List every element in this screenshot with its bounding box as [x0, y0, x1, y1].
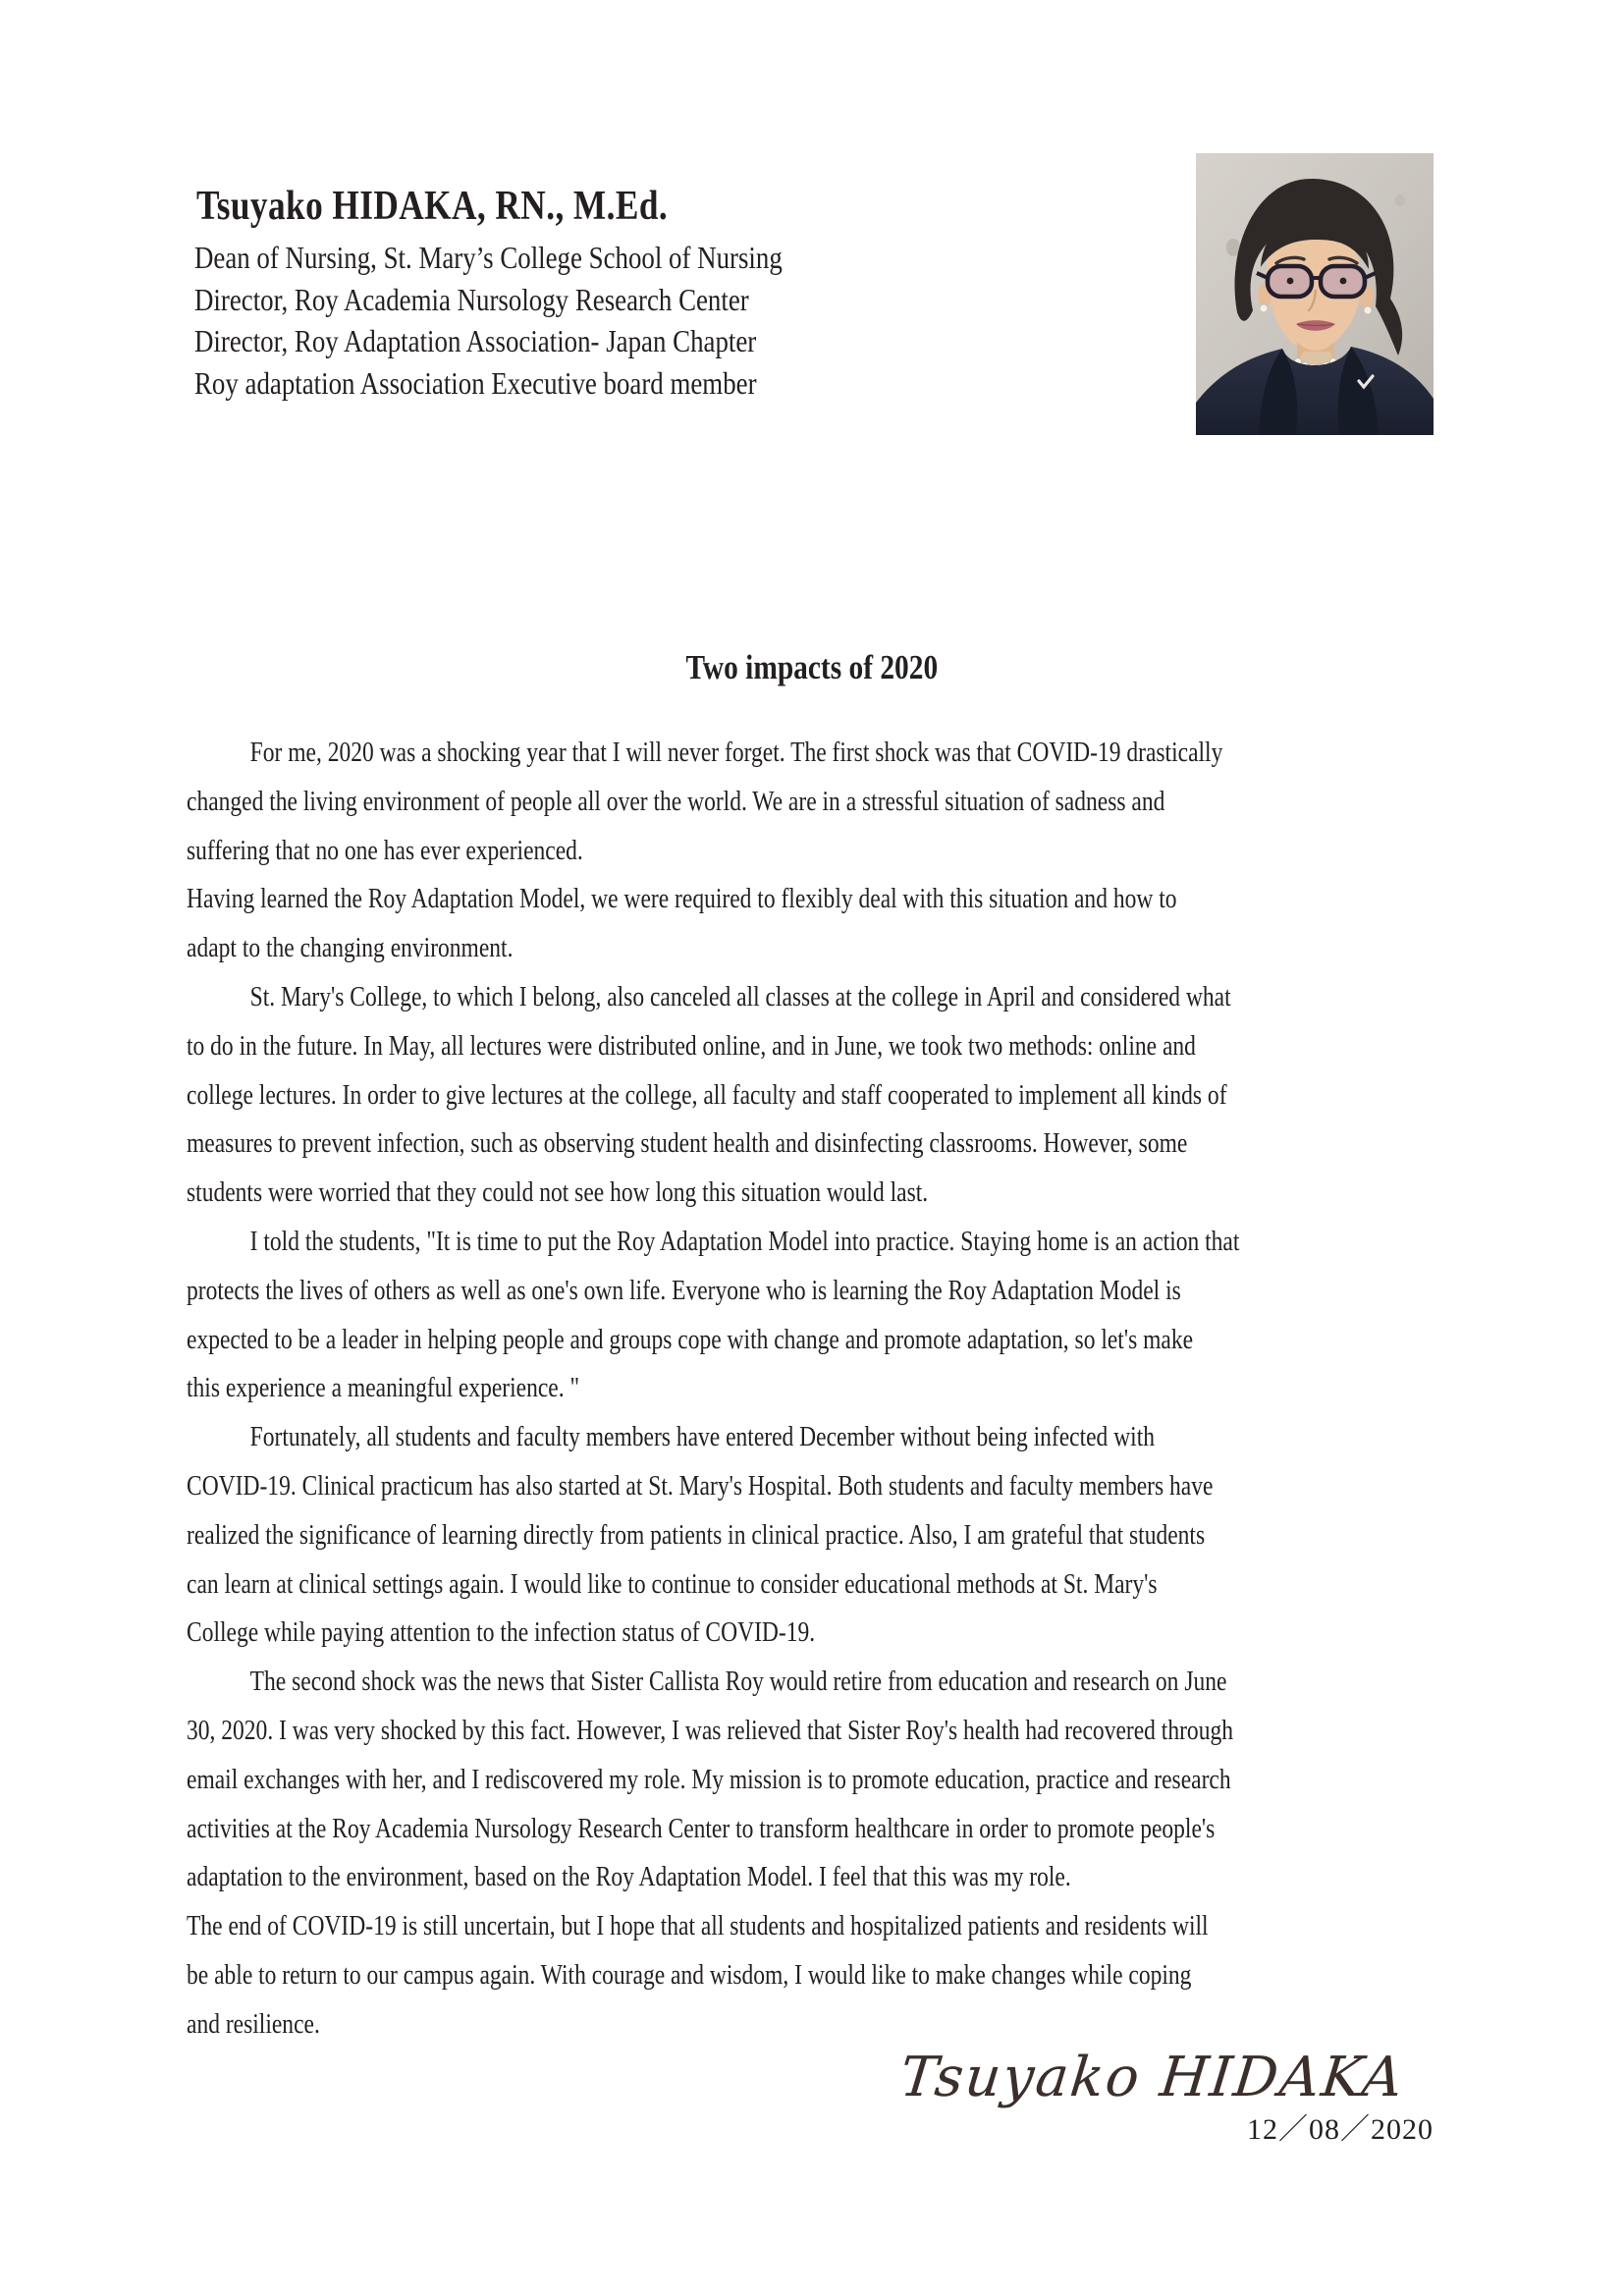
author-titles [194, 237, 783, 404]
body-line: and resilience. [187, 2008, 320, 2040]
body-line: changed the living environment of people all over the world. We are in a stressful situation of sadness and [187, 786, 1165, 817]
body-line: COVID-19. Clinical practicum has also started at St. Mary's Hospital. Both students and faculty members have [187, 1470, 1214, 1502]
body-line: can learn at clinical settings again. I would like to continue to consider educational methods at St. Mary's [187, 1568, 1158, 1600]
author-name: Tsuyako HIDAKA, RN., M.Ed. [196, 184, 669, 229]
body-line: activities at the Roy Academia Nursology Research Center to transform healthcare in order to promote people's [187, 1813, 1216, 1844]
portrait-photo-illustration [1196, 153, 1434, 435]
body-line: 30, 2020. I was very shocked by this fact. However, I was relieved that Sister Roy's health had recovered through [187, 1715, 1233, 1746]
body-line: The second shock was the news that Sister Callista Roy would retire from education and research on June [249, 1667, 1227, 1698]
body-text [187, 729, 1457, 2050]
body-line: college lectures. In order to give lectures at the college, all faculty and staff cooperated to implement all kinds of [187, 1079, 1227, 1111]
body-line: St. Mary's College, to which I belong, also canceled all classes at the college in April and considered what [249, 981, 1231, 1012]
body-line: email exchanges with her, and I rediscovered my role. My mission is to promote education, practice and research [187, 1764, 1231, 1795]
body-line: I told the students, "It is time to put the Roy Adaptation Model into practice. Staying home is an action that [249, 1226, 1240, 1257]
body-line: adapt to the changing environment. [187, 933, 514, 964]
body-line: be able to return to our campus again. With courage and wisdom, I would like to make changes while coping [187, 1959, 1192, 1991]
body-line: adaptation to the environment, based on the Roy Adaptation Model. I feel that this was my role. [187, 1862, 1071, 1893]
author-title-line: Director, Roy Academia Nursology Research Center [194, 281, 749, 317]
body-line: to do in the future. In May, all lectures were distributed online, and in June, we took two methods: online and [187, 1030, 1196, 1062]
body-line: this experience a meaningful experience. " [187, 1373, 580, 1404]
portrait-photo [1196, 153, 1434, 435]
body-line: Having learned the Roy Adaptation Model, we were required to flexibly deal with this situation and how to [187, 884, 1177, 915]
body-line: realized the significance of learning directly from patients in clinical practice. Also, I am grateful that students [187, 1519, 1206, 1551]
document-title: Two impacts of 2020 [685, 648, 938, 686]
signature-date: 12／08／2020 [1247, 2113, 1434, 2146]
author-title-line: Dean of Nursing, St. Mary’s College School of Nursing [194, 240, 783, 275]
body-line: students were worried that they could not see how long this situation would last. [187, 1177, 929, 1209]
author-title-line: Roy adaptation Association Executive board member [194, 364, 757, 401]
body-line: Fortunately, all students and faculty members have entered December without being infected with [249, 1422, 1156, 1453]
body-line: expected to be a leader in helping people and groups cope with change and promote adaptation, so let's make [187, 1324, 1194, 1355]
body-line: College while paying attention to the infection status of COVID-19. [187, 1617, 816, 1649]
body-line: The end of COVID-19 is still uncertain, but I hope that all students and hospitalized patients and residents will [187, 1911, 1209, 1942]
signature-handwritten: Tsuyako HIDAKA [896, 2046, 1408, 2109]
body-line: For me, 2020 was a shocking year that I will never forget. The first shock was that COVID-19 drastically [249, 738, 1223, 768]
body-line: suffering that no one has ever experienced. [187, 835, 583, 866]
body-line: measures to prevent infection, such as observing student health and disinfecting classrooms. However, some [187, 1128, 1188, 1160]
author-title-line: Director, Roy Adaptation Association- Japan Chapter [194, 323, 757, 358]
body-line: protects the lives of others as well as one's own life. Everyone who is learning the Roy Adaptation Model is [187, 1275, 1181, 1306]
